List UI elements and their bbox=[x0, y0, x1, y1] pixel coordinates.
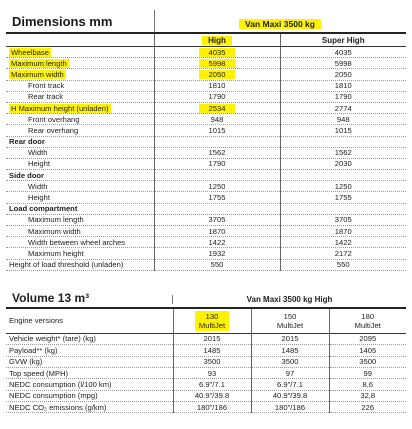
volume-value: 1405 bbox=[329, 345, 406, 356]
row-label: Maximum height bbox=[6, 248, 154, 259]
dimensions-row bbox=[6, 136, 406, 147]
volume-value: 2015 bbox=[251, 333, 329, 344]
volume-band-label: Van Maxi 3500 kg High bbox=[172, 295, 406, 304]
volume-table bbox=[6, 309, 406, 414]
col-header-high: High bbox=[154, 34, 280, 47]
value-high: 4035 bbox=[154, 47, 280, 58]
value-super-high: 1790 bbox=[280, 91, 406, 102]
value-super-high bbox=[280, 170, 406, 181]
row-label: Rear track bbox=[6, 91, 154, 102]
value-super-high: 1562 bbox=[280, 147, 406, 158]
dimensions-row bbox=[6, 237, 406, 248]
volume-row bbox=[6, 390, 406, 401]
volume-row-label: NEDC consumption (mpg) bbox=[6, 390, 173, 401]
row-label: Front overhang bbox=[6, 114, 154, 125]
dimensions-row bbox=[6, 114, 406, 125]
dimensions-band bbox=[154, 19, 406, 29]
value-super-high: 1422 bbox=[280, 237, 406, 248]
row-label: H Maximum height (unladen) bbox=[6, 102, 154, 113]
dimensions-row bbox=[6, 69, 406, 80]
value-super-high: 3705 bbox=[280, 214, 406, 225]
col-header-super-high: Super High bbox=[280, 34, 406, 47]
dimensions-band-label: Van Maxi 3500 kg bbox=[239, 19, 321, 29]
volume-row bbox=[6, 333, 406, 344]
empty-header-cell bbox=[6, 34, 154, 47]
dimensions-header bbox=[6, 10, 406, 34]
volume-value: 2015 bbox=[173, 333, 251, 344]
volume-row bbox=[6, 379, 406, 390]
volume-value: 180"/186 bbox=[173, 402, 251, 413]
volume-value: 2095 bbox=[329, 333, 406, 344]
value-high: 1870 bbox=[154, 226, 280, 237]
value-high: 2050 bbox=[154, 69, 280, 80]
volume-row-label: NEDC consumption (l/100 km) bbox=[6, 379, 173, 390]
volume-row bbox=[6, 367, 406, 378]
volume-row bbox=[6, 345, 406, 356]
volume-header bbox=[6, 287, 406, 309]
value-super-high: 4035 bbox=[280, 47, 406, 58]
volume-value: 3500 bbox=[173, 356, 251, 367]
value-super-high: 1015 bbox=[280, 125, 406, 136]
volume-row-label: Payload** (kg) bbox=[6, 345, 173, 356]
volume-value: 1485 bbox=[251, 345, 329, 356]
row-label: Side door bbox=[6, 170, 154, 181]
volume-title: Volume 13 m³ bbox=[12, 290, 90, 305]
volume-body bbox=[6, 309, 406, 413]
dimensions-body bbox=[6, 47, 406, 271]
volume-row-label: Vehicle weight* (tare) (kg) bbox=[6, 333, 173, 344]
row-label: Front track bbox=[6, 80, 154, 91]
dimensions-row bbox=[6, 80, 406, 91]
dimensions-row bbox=[6, 214, 406, 225]
dimensions-title: Dimensions mm bbox=[12, 14, 113, 29]
dimensions-row bbox=[6, 170, 406, 181]
value-super-high: 1250 bbox=[280, 181, 406, 192]
dimensions-row bbox=[6, 125, 406, 136]
value-super-high: 948 bbox=[280, 114, 406, 125]
value-high: 1422 bbox=[154, 237, 280, 248]
row-label: Height bbox=[6, 192, 154, 203]
volume-row-label: NEDC CO₂ emissions (g/km) bbox=[6, 402, 173, 413]
value-high: 1790 bbox=[154, 91, 280, 102]
row-label: Rear overhang bbox=[6, 125, 154, 136]
engine-version: 180 MultiJet bbox=[329, 309, 406, 334]
dimensions-row bbox=[6, 147, 406, 158]
value-high: 1932 bbox=[154, 248, 280, 259]
value-high: 2534 bbox=[154, 102, 280, 113]
dimensions-column-header-row bbox=[6, 34, 406, 47]
value-super-high: 1755 bbox=[280, 192, 406, 203]
dimensions-row bbox=[6, 203, 406, 214]
volume-value: 3500 bbox=[251, 356, 329, 367]
value-super-high: 5998 bbox=[280, 58, 406, 69]
dimensions-row bbox=[6, 192, 406, 203]
volume-value: 180"/186 bbox=[251, 402, 329, 413]
value-high bbox=[154, 170, 280, 181]
value-super-high: 1870 bbox=[280, 226, 406, 237]
value-high: 3705 bbox=[154, 214, 280, 225]
value-super-high: 2172 bbox=[280, 248, 406, 259]
dimensions-table bbox=[6, 34, 406, 271]
value-super-high: 1810 bbox=[280, 80, 406, 91]
volume-value: 97 bbox=[251, 367, 329, 378]
volume-value: 3500 bbox=[329, 356, 406, 367]
value-super-high: 550 bbox=[280, 259, 406, 270]
engine-version: 130 MultiJet bbox=[173, 309, 251, 334]
volume-row-label: Top speed (MPH) bbox=[6, 367, 173, 378]
volume-value: 226 bbox=[329, 402, 406, 413]
dimensions-row bbox=[6, 158, 406, 169]
volume-row-label: GVW (kg) bbox=[6, 356, 173, 367]
dimensions-row bbox=[6, 58, 406, 69]
volume-row bbox=[6, 356, 406, 367]
volume-value: 6.9"/7.1 bbox=[173, 379, 251, 390]
row-label: Maximum length bbox=[6, 214, 154, 225]
engine-versions-row bbox=[6, 309, 406, 334]
spec-sheet bbox=[6, 10, 406, 413]
dimensions-row bbox=[6, 248, 406, 259]
value-super-high bbox=[280, 136, 406, 147]
dimensions-row bbox=[6, 91, 406, 102]
row-label: Maximum width bbox=[6, 69, 154, 80]
row-label: Width bbox=[6, 147, 154, 158]
value-high: 1562 bbox=[154, 147, 280, 158]
value-high: 1015 bbox=[154, 125, 280, 136]
volume-value: 8,6 bbox=[329, 379, 406, 390]
volume-value: 1485 bbox=[173, 345, 251, 356]
engine-versions-label: Engine versions bbox=[6, 309, 173, 334]
value-high bbox=[154, 203, 280, 214]
row-label: Rear door bbox=[6, 136, 154, 147]
row-label: Height of load threshold (unladen) bbox=[6, 259, 154, 270]
value-super-high: 2030 bbox=[280, 158, 406, 169]
row-label: Width between wheel arches bbox=[6, 237, 154, 248]
value-high: 1810 bbox=[154, 80, 280, 91]
value-high: 1755 bbox=[154, 192, 280, 203]
value-super-high bbox=[280, 203, 406, 214]
value-high: 1790 bbox=[154, 158, 280, 169]
value-high bbox=[154, 136, 280, 147]
row-label: Maximum length bbox=[6, 58, 154, 69]
volume-value: 40.9"/39.8 bbox=[173, 390, 251, 401]
volume-value: 93 bbox=[173, 367, 251, 378]
row-label: Width bbox=[6, 181, 154, 192]
value-high: 948 bbox=[154, 114, 280, 125]
value-high: 550 bbox=[154, 259, 280, 270]
dimensions-row bbox=[6, 102, 406, 113]
dimensions-row bbox=[6, 226, 406, 237]
dimensions-row bbox=[6, 47, 406, 58]
row-label: Wheelbase bbox=[6, 47, 154, 58]
engine-version: 150 MultiJet bbox=[251, 309, 329, 334]
volume-value: 32,8 bbox=[329, 390, 406, 401]
volume-value: 40.9"/39.8 bbox=[251, 390, 329, 401]
row-label: Maximum width bbox=[6, 226, 154, 237]
dimensions-row bbox=[6, 181, 406, 192]
row-label: Load compartment bbox=[6, 203, 154, 214]
value-high: 1250 bbox=[154, 181, 280, 192]
value-super-high: 2774 bbox=[280, 102, 406, 113]
row-label: Height bbox=[6, 158, 154, 169]
value-high: 5998 bbox=[154, 58, 280, 69]
value-super-high: 2050 bbox=[280, 69, 406, 80]
dimensions-row bbox=[6, 259, 406, 270]
volume-row bbox=[6, 402, 406, 413]
volume-value: 99 bbox=[329, 367, 406, 378]
volume-value: 6.9"/7.1 bbox=[251, 379, 329, 390]
